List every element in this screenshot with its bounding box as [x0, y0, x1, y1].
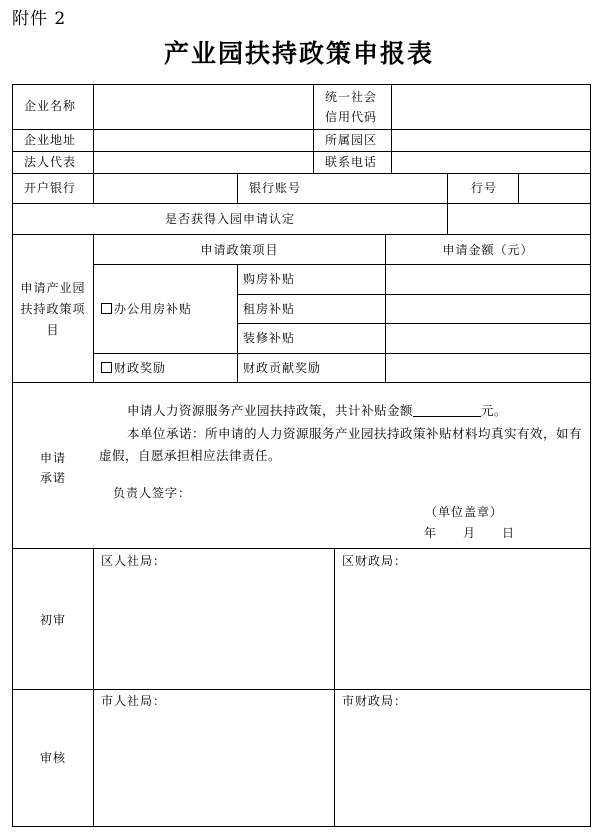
- commitment-statement: 本单位承诺：所申请的人力资源服务产业园扶持政策补贴材料均真实有效，如有虚假，自愿承担相应法律责任。: [99, 426, 583, 463]
- row-line: [12, 548, 591, 549]
- company-address-label: 企业地址: [24, 133, 77, 147]
- row-line: [12, 382, 591, 383]
- purchase-label: 购房补贴: [243, 272, 296, 286]
- row-line: [12, 151, 591, 152]
- col-line: [447, 173, 448, 234]
- office-subsidy-label: 办公用房补贴: [114, 302, 193, 316]
- table-border-bottom: [12, 826, 591, 827]
- row-line: [12, 173, 591, 174]
- table-border-left: [12, 84, 13, 827]
- row-line: [12, 203, 591, 204]
- row-line: [93, 264, 591, 265]
- fiscal-contribution-label: 财政贡献奖励: [243, 361, 322, 375]
- row-line: [12, 234, 591, 235]
- decoration-label: 装修补贴: [243, 331, 296, 345]
- district-finance-label: 区财政局：: [342, 554, 408, 568]
- amount-header: 申请金额（元）: [442, 243, 534, 257]
- item-header: 申请政策项目: [200, 243, 279, 257]
- col-line: [237, 173, 238, 204]
- phone-label: 联系电话: [325, 155, 378, 169]
- col-line: [334, 548, 335, 827]
- table-border-right: [590, 84, 591, 827]
- office-subsidy-option[interactable]: [101, 302, 192, 316]
- final-section-label: 审核: [40, 751, 67, 765]
- row-line: [12, 689, 591, 690]
- credit-code-label: 信用代码: [325, 110, 378, 124]
- park-cert-label: 是否获得入园申请认定: [164, 212, 295, 226]
- fiscal-reward-label: 财政奖励: [114, 361, 167, 375]
- city-hr-label: 市人社局：: [101, 694, 167, 708]
- col-line: [518, 173, 519, 204]
- row-line: [93, 353, 591, 354]
- table-border-top: [12, 84, 591, 85]
- company-name-label: 企业名称: [24, 99, 77, 113]
- col-line: [93, 84, 94, 204]
- commitment-section-label: 承诺: [40, 471, 67, 485]
- attachment-label: 附件 2: [12, 9, 67, 29]
- col-line: [237, 264, 238, 383]
- bank-label: 开户银行: [24, 181, 77, 195]
- commitment-amount-line: 申请人力资源服务产业园扶持政策，共计补贴金额 元。: [127, 403, 508, 418]
- date-label: 年 月 日: [424, 526, 516, 540]
- preliminary-section-label: 初审: [40, 613, 67, 627]
- park-label: 所属园区: [325, 133, 378, 147]
- checkbox[interactable]: [101, 362, 112, 373]
- policy-section-label: 申请产业园扶持政策项目: [20, 281, 86, 337]
- col-line: [391, 84, 392, 174]
- bank-code-label: 行号: [471, 181, 498, 195]
- amount-blank: [413, 403, 481, 417]
- account-label: 银行账号: [249, 181, 302, 195]
- district-hr-label: 区人社局：: [101, 554, 167, 568]
- seal-label: （单位盖章）: [425, 505, 504, 519]
- row-line: [12, 129, 591, 130]
- fiscal-reward-option[interactable]: [101, 361, 166, 375]
- row-line: [237, 323, 591, 324]
- checkbox[interactable]: [101, 303, 112, 314]
- commitment-section-label: 申请: [40, 451, 67, 465]
- row-line: [237, 294, 591, 295]
- page-title: 产业园扶持政策申报表: [163, 39, 434, 68]
- legal-rep-label: 法人代表: [24, 155, 77, 169]
- col-line: [385, 264, 386, 383]
- col-line: [313, 84, 314, 174]
- credit-code-label: 统一社会: [325, 90, 378, 104]
- rent-label: 租房补贴: [243, 302, 296, 316]
- signature-label: 负责人签字：: [113, 486, 192, 500]
- city-finance-label: 市财政局：: [342, 694, 408, 708]
- col-line: [93, 548, 94, 827]
